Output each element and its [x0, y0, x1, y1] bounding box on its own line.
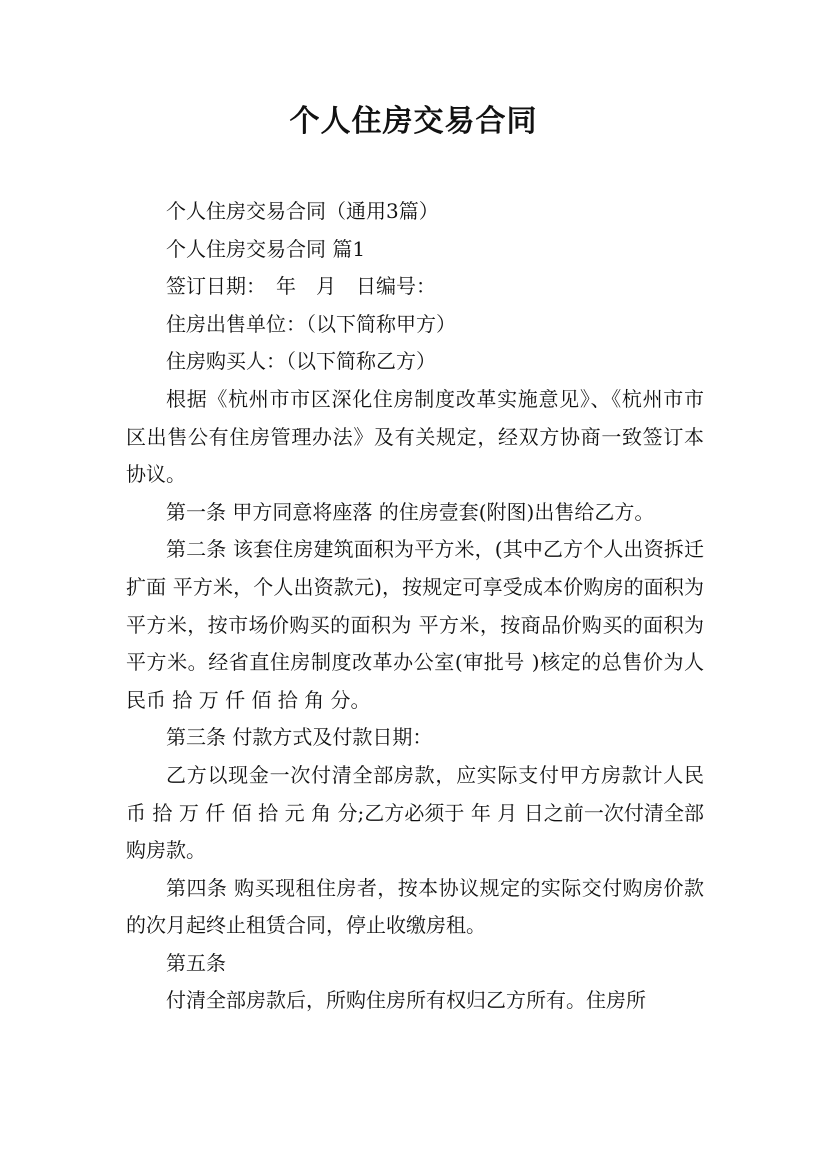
signing-date-line: 签订日期： 年 月 日编号：: [166, 274, 436, 299]
buyer-line: 住房购买人：（以下简称乙方）: [166, 349, 436, 374]
document-title: 个人住房交易合同: [289, 104, 538, 139]
payment-paragraph: 乙方以现金一次付清全部房款，应实际支付甲方房款计人民币 拾 万 仟 佰 拾 元 角 分;乙方必须于 年 月 日之前一次付清全部购房款。: [126, 762, 704, 863]
article-3-heading: 第三条 付款方式及付款日期：: [166, 725, 433, 750]
document-body: [126, 193, 704, 1020]
heading-line-general: 个人住房交易合同（通用3篇）: [166, 199, 439, 223]
article-1-paragraph: 第一条 甲方同意将座落 的住房壹套(附图)出售给乙方。: [166, 499, 655, 524]
article-5-heading: 第五条: [166, 950, 226, 975]
article-2-paragraph: 第二条 该套住房建筑面积为平方米，(其中乙方个人出资拆迁扩面 平方米，个人出资款元)，按规定可享受成本价购房的面积为 平方米，按市场价购买的面积为 平方米，按商品价购买的面积为 平方米。经省直住房制度改革办公室(审批号 )核定的总售价为人民币 拾 万 仟 佰 拾 角 分。: [126, 537, 704, 712]
heading-line-part1: 个人住房交易合同 篇1: [166, 236, 366, 261]
article-4-paragraph: 第四条 购买现租住房者，按本协议规定的实际交付购房价款的次月起终止租赁合同，停止收缴房租。: [126, 875, 704, 938]
ownership-paragraph: 付清全部房款后，所购住房所有权归乙方所有。住房所: [166, 988, 646, 1013]
seller-line: 住房出售单位：（以下简称甲方）: [166, 311, 456, 336]
preamble-paragraph: 根据《杭州市市区深化住房制度改革实施意见》、《杭州市市区出售公有住房管理办法》及有关规定，经双方协商一致签订本协议。: [126, 386, 704, 487]
